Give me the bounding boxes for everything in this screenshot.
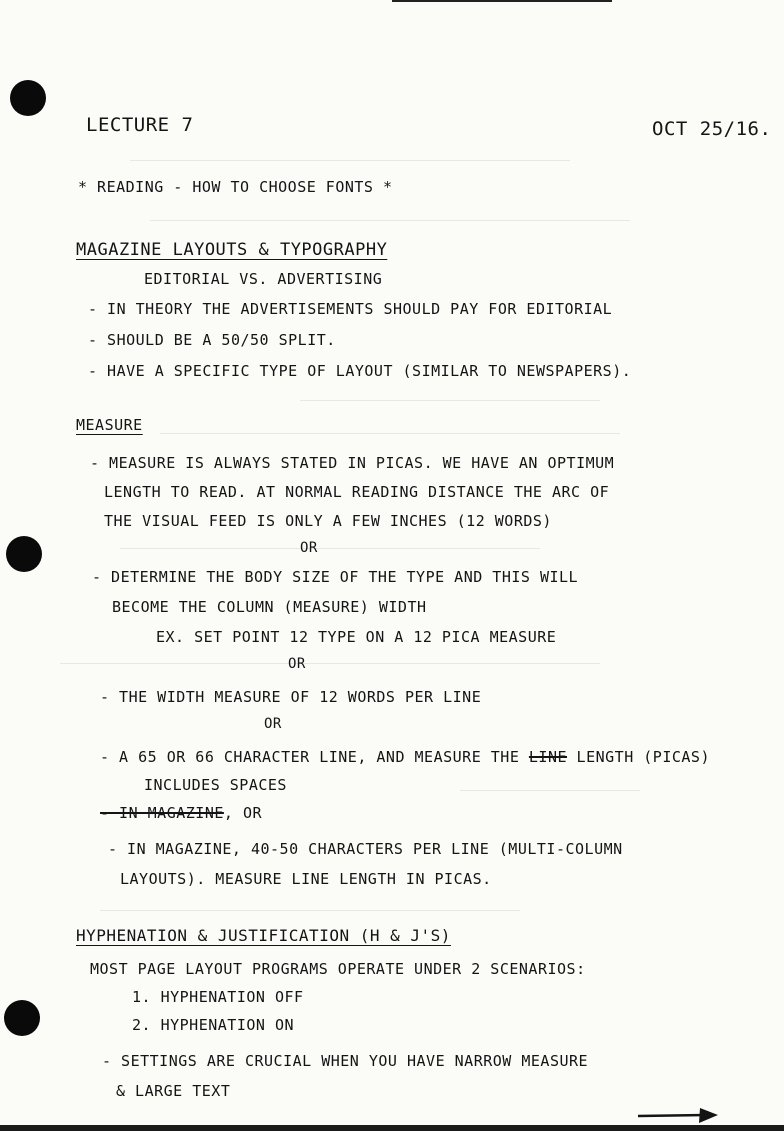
arrow-right-icon bbox=[636, 1106, 720, 1126]
bleed-through-mark bbox=[300, 400, 600, 401]
bleed-through-mark bbox=[130, 160, 570, 161]
struck-text: - IN MAGAZINE bbox=[100, 804, 224, 822]
note-line: - HAVE A SPECIFIC TYPE OF LAYOUT (SIMILAR TO NEWSPAPERS). bbox=[88, 362, 632, 380]
note-line: - IN MAGAZINE, 40-50 CHARACTERS PER LINE (MULTI-COLUMN bbox=[108, 840, 623, 858]
bleed-through-mark bbox=[150, 220, 630, 221]
note-line bbox=[100, 748, 710, 766]
list-item: 1. HYPHENATION OFF bbox=[132, 988, 304, 1006]
section-heading-measure: MEASURE bbox=[76, 416, 143, 434]
bleed-through-mark bbox=[100, 910, 520, 911]
note-line: MOST PAGE LAYOUT PROGRAMS OPERATE UNDER 2 SCENARIOS: bbox=[90, 960, 586, 978]
note-line: - IN THEORY THE ADVERTISEMENTS SHOULD PAY FOR EDITORIAL bbox=[88, 300, 613, 318]
note-line: - DETERMINE THE BODY SIZE OF THE TYPE AND THIS WILL bbox=[92, 568, 579, 586]
section-heading-hj: HYPHENATION & JUSTIFICATION (H & J'S) bbox=[76, 926, 451, 945]
or-divider: OR bbox=[300, 540, 318, 556]
note-text: , OR bbox=[223, 804, 263, 822]
bleed-through-mark bbox=[60, 663, 600, 664]
note-line: - MEASURE IS ALWAYS STATED IN PICAS. WE HAVE AN OPTIMUM bbox=[90, 454, 615, 472]
note-line: & LARGE TEXT bbox=[116, 1082, 231, 1100]
lecture-date: OCT 25/16. bbox=[652, 118, 772, 140]
top-edge-mark bbox=[392, 0, 612, 2]
note-text: - A 65 OR 66 CHARACTER LINE, AND MEASURE THE bbox=[100, 748, 529, 766]
struck-word: LINE bbox=[528, 748, 568, 766]
note-line: - SHOULD BE A 50/50 SPLIT. bbox=[88, 331, 336, 349]
reading-note: * READING - HOW TO CHOOSE FONTS * bbox=[78, 178, 393, 196]
binder-hole-bottom bbox=[4, 1000, 40, 1036]
note-line: - THE WIDTH MEASURE OF 12 WORDS PER LINE bbox=[100, 688, 482, 706]
note-line bbox=[100, 804, 262, 822]
lecture-title: LECTURE 7 bbox=[86, 114, 194, 136]
bleed-through-mark bbox=[160, 433, 620, 434]
note-line: THE VISUAL FEED IS ONLY A FEW INCHES (12 WORDS) bbox=[104, 512, 552, 530]
binder-hole-middle bbox=[6, 536, 42, 572]
note-text: LENGTH (PICAS) bbox=[567, 748, 710, 766]
note-line: BECOME THE COLUMN (MEASURE) WIDTH bbox=[112, 598, 427, 616]
binder-hole-top bbox=[10, 80, 46, 116]
note-line: LENGTH TO READ. AT NORMAL READING DISTANCE THE ARC OF bbox=[104, 483, 610, 501]
note-line: - SETTINGS ARE CRUCIAL WHEN YOU HAVE NARROW MEASURE bbox=[102, 1052, 589, 1070]
bleed-through-mark bbox=[120, 548, 540, 549]
or-divider: OR bbox=[288, 656, 306, 672]
page-bottom-edge bbox=[0, 1125, 784, 1131]
note-line: INCLUDES SPACES bbox=[144, 776, 287, 794]
bleed-through-mark bbox=[460, 790, 640, 791]
section-heading-magazine: MAGAZINE LAYOUTS & TYPOGRAPHY bbox=[76, 240, 388, 260]
editorial-vs-advertising: EDITORIAL VS. ADVERTISING bbox=[144, 270, 383, 288]
note-line: LAYOUTS). MEASURE LINE LENGTH IN PICAS. bbox=[120, 870, 492, 888]
example-line: EX. SET POINT 12 TYPE ON A 12 PICA MEASURE bbox=[156, 628, 557, 646]
or-divider: OR bbox=[264, 716, 282, 732]
list-item: 2. HYPHENATION ON bbox=[132, 1016, 295, 1034]
